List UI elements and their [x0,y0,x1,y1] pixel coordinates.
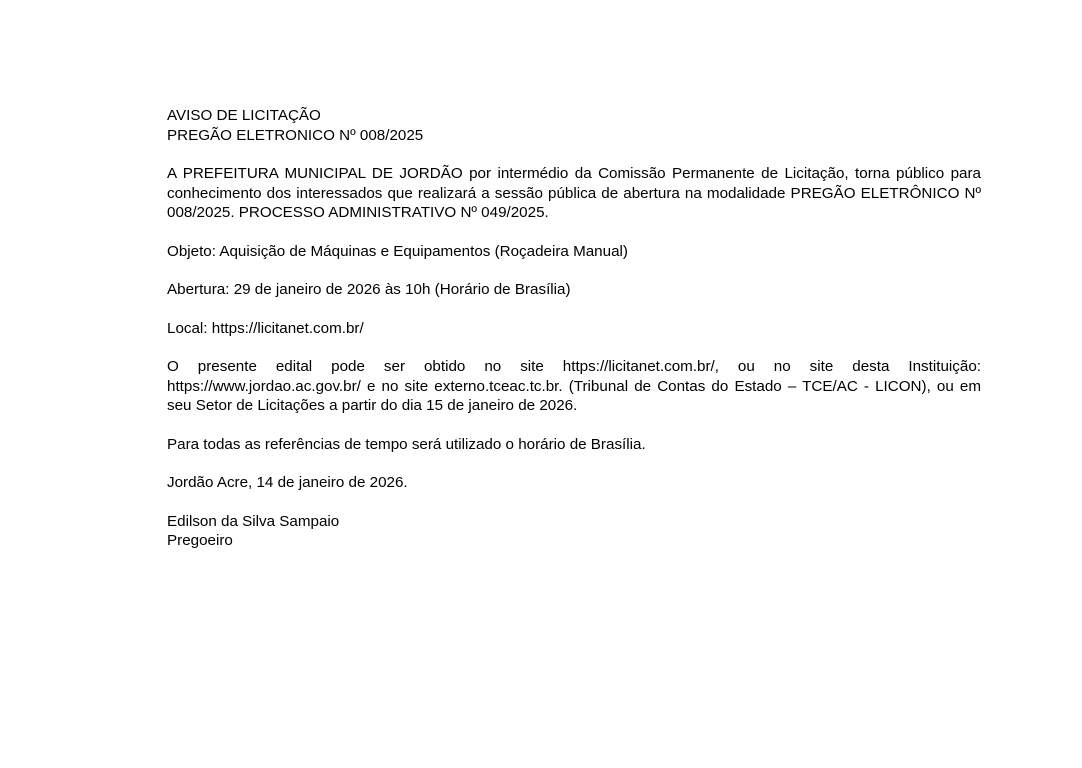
paragraph-edital: O presente edital pode ser obtido no site https://licitanet.com.br/, ou no site desta Instituição: https://www.jordao.ac.gov.br/ e no site externo.tceac.tc.br. (Tribunal de Contas do Estado – TCE/AC - LICON), ou em seu Setor de Licitações a partir do dia 15 de janeiro de 2026. [167,358,981,414]
spacer [167,454,981,473]
spacer [167,416,981,435]
document-heading [167,106,981,145]
heading-line-1: AVISO DE LICITAÇÃO [167,107,321,124]
spacer [167,493,981,512]
heading-line-2: PREGÃO ELETRONICO Nº 008/2025 [167,126,424,144]
spacer [167,145,981,164]
paragraph-local: Local: https://licitanet.com.br/ [167,319,364,337]
signature-block [167,512,981,551]
paragraph-abertura: Abertura: 29 de janeiro de 2026 às 10h (Horário de Brasília) [167,281,571,298]
spacer [167,338,981,357]
paragraph-referencias: Para todas as referências de tempo será utilizado o horário de Brasília. [167,435,646,453]
signature-role: Pregoeiro [167,532,233,549]
paragraph-intro: A PREFEITURA MUNICIPAL DE JORDÃO por intermédio da Comissão Permanente de Licitação, torna público para conhecimento dos interessados que realizará a sessão pública de abertura na modalidade PREGÃO ELETRÔNICO Nº 008/2025. PROCESSO ADMINISTRATIVO Nº 049/2025. [167,165,981,221]
document-body [167,106,981,551]
spacer [167,300,981,319]
signature-name: Edilson da Silva Sampaio [167,512,340,530]
paragraph-local-data: Jordão Acre, 14 de janeiro de 2026. [167,474,408,491]
spacer [167,261,981,280]
paragraph-objeto: Objeto: Aquisição de Máquinas e Equipamentos (Roçadeira Manual) [167,242,628,260]
spacer [167,223,981,242]
